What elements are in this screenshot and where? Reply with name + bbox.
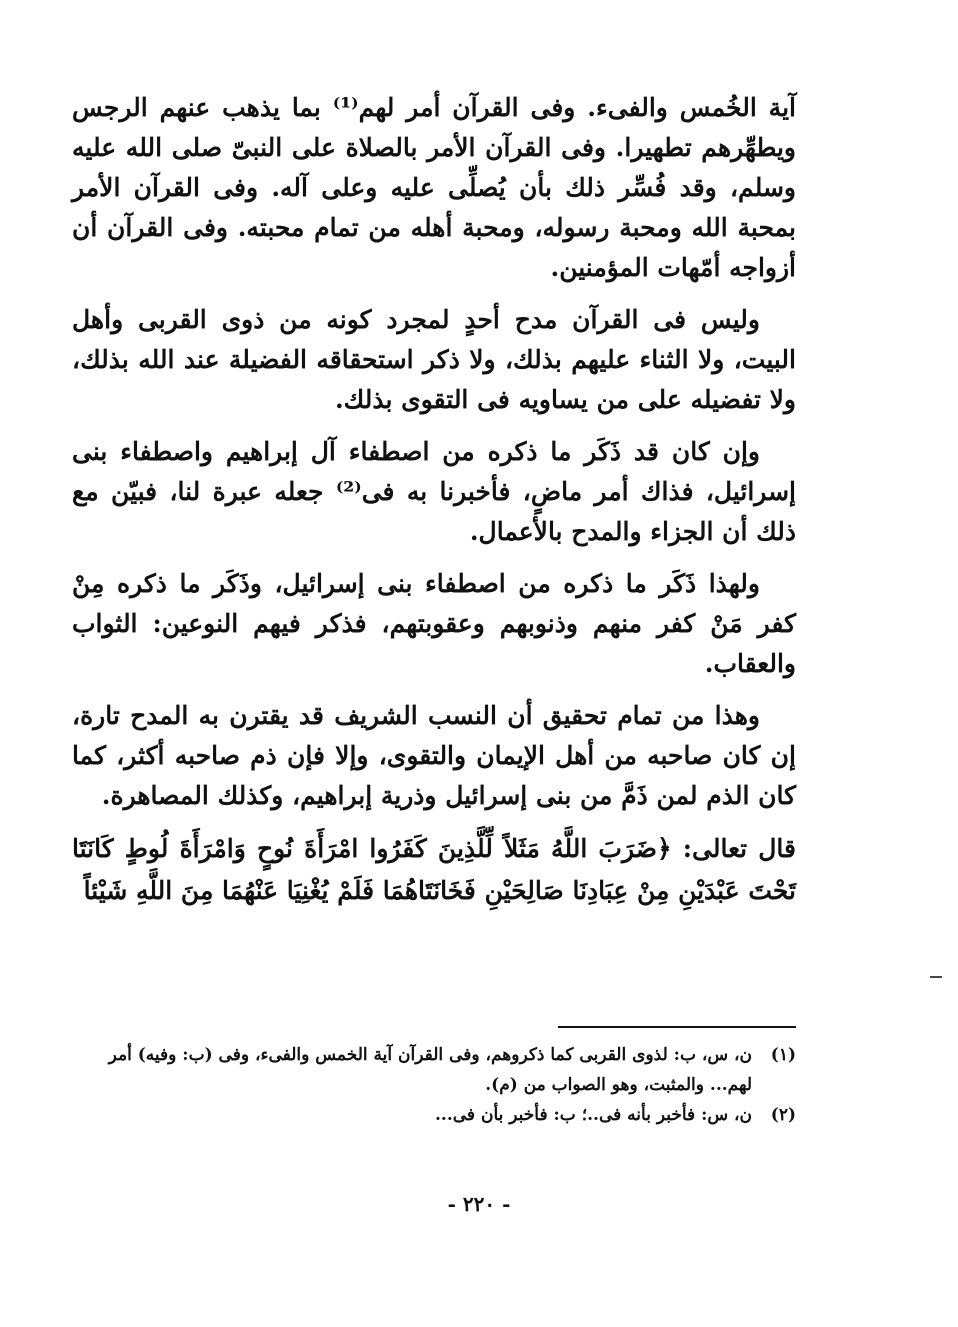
margin-mark xyxy=(930,976,942,978)
footnote-number: (٢) xyxy=(770,1105,796,1125)
quran-verse: ﴿ضَرَبَ اللَّهُ مَثَلاً لِّلَّذِينَ كَفَرُوا امْرَأَةَ نُوحٍ وَامْرَأَةَ لُوطٍ كَانَتَا تَحْتَ عَبْدَيْنِ مِنْ عِبَادِنَا صَالِحَيْنِ فَخَانَتَاهُمَا فَلَمْ يُغْنِيَا عَنْهُمَا مِنَ اللَّهِ شَيْئاً xyxy=(72,834,796,905)
quran-intro: قال تعالى: xyxy=(682,834,796,863)
page-number: - ٢٢٠ - xyxy=(447,1192,511,1216)
footnote-number: (١) xyxy=(770,1045,796,1065)
footnotes xyxy=(100,1040,796,1130)
quran-quote xyxy=(72,828,796,912)
paragraph-1: آية الخُمس والفىء. وفى القرآن أمر لهم⁽¹⁾ بما يذهب عنهم الرجس ويطهِّرهم تطهيرا. وفى القرآن الأمر بالصلاة على النبىّ صلى الله عليه وسلم، وقد فُسِّر ذلك بأن يُصلِّى عليه وعلى آله. وفى القرآن الأمر بمحبة الله ومحبة رسوله، ومحبة أهله من تمام محبته. وفى القرآن أن أزواجه أمّهات المؤمنين. xyxy=(72,93,796,282)
main-text xyxy=(72,88,796,912)
footnote-text: ن، س: فأخبر بأنه فى..؛ ب: فأخبر بأن فى... xyxy=(434,1105,752,1125)
paragraph-2: وليس فى القرآن مدح أحدٍ لمجرد كونه من ذوى القربى وأهل البيت، ولا الثناء عليهم بذلك، ولا ذكر استحقاقه الفضيلة عند الله بذلك، ولا تفضيله على من يساويه فى التقوى بذلك. xyxy=(72,305,796,414)
footnote-1 xyxy=(100,1040,796,1100)
footnote-separator xyxy=(558,1026,796,1028)
paragraph-5: وهذا من تمام تحقيق أن النسب الشريف قد يقترن به المدح تارة، إن كان صاحبه من أهل الإيمان والتقوى، وإلا فإن ذم صاحبه أكثر، كما كان الذم لمن ذَمَّ من بنى إسرائيل وذرية إبراهيم، وكذلك المصاهرة. xyxy=(72,701,796,810)
paragraph-3: وإن كان قد ذَكَر ما ذكره من اصطفاء آل إبراهيم واصطفاء بنى إسرائيل، فذاك أمر ماضٍ، فأخبرنا به فى⁽²⁾ جعله عبرة لنا، فبيّن مع ذلك أن الجزاء والمدح بالأعمال. xyxy=(72,437,796,546)
footnote-text: ن، س، ب: لذوى القربى كما ذكروهم، وفى القرآن آية الخمس والفىء، وفى (ب: وفيه) أمر لهم... والمثبت، وهو الصواب من (م). xyxy=(108,1045,752,1095)
footnote-2 xyxy=(100,1100,796,1130)
paragraph-4: ولهذا ذَكَر ما ذكره من اصطفاء بنى إسرائيل، وذَكَر ما ذكره مِنْ كفر مَنْ كفر منهم وذنوبهم وعقوبتهم، فذكر فيهم النوعين: الثواب والعقاب. xyxy=(72,569,796,678)
